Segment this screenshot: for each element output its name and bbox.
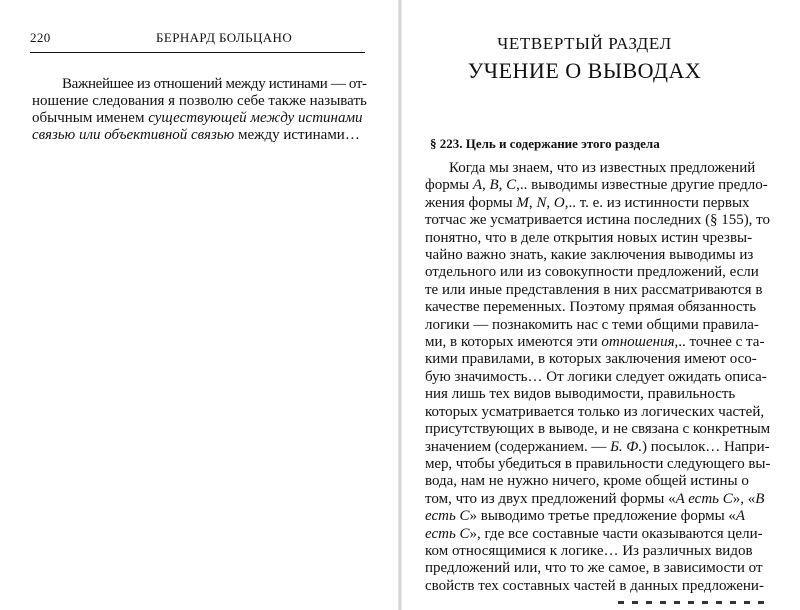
page-number: 220 xyxy=(30,30,51,45)
text-line: есть C» выводимо третье предложение формы «A xyxy=(425,508,746,525)
text-line: мер, чтобы убедиться в правильности следующего вы- xyxy=(425,455,771,472)
text-line: качестве переменных. Поэтому прямая обязанность xyxy=(425,299,757,316)
section-label: ЧЕТВЕРТЫЙ РАЗДЕЛ xyxy=(497,34,672,53)
text-line: кими правилами, в которых заключения имеют осо- xyxy=(425,351,757,368)
text-line: чайно важно знать, какие заключения выводимы из xyxy=(425,247,754,264)
text-line: логики — познакомить нас с теми общими правила- xyxy=(425,316,759,333)
left-page-text xyxy=(32,76,367,144)
right-page xyxy=(402,0,800,610)
text-line: присутствующих в выводе, и не связана с конкретным xyxy=(425,421,771,438)
italic-run: есть C xyxy=(425,508,470,525)
running-head xyxy=(30,30,365,53)
italic-run: связью xyxy=(32,127,76,143)
text-line: связью или объективной связью между истинами… xyxy=(32,127,360,143)
text-line: ношение следования я позволю себе также называть xyxy=(32,93,367,109)
italic-run: A есть C xyxy=(675,490,733,507)
text-line: бую значимость… От логики следует ожидать описа- xyxy=(425,368,767,385)
text-line: тотчас же усматривается истина последних (§ 155), то xyxy=(425,212,770,229)
text-line: жения формы M, N, O,.. т. е. из истинности первых xyxy=(425,194,750,211)
right-page-text xyxy=(425,160,770,595)
text-line: есть C», где все составные части оказываются цели- xyxy=(425,525,763,542)
text-line: которых усматривается только из логических частей, xyxy=(425,403,765,420)
text-line: понятно, что в деле открытия новых истин чрезвы- xyxy=(425,229,753,246)
running-head-author: БЕРНАРД БОЛЬЦАНО xyxy=(156,30,293,45)
italic-run: существующей между истинами xyxy=(148,110,363,126)
italic-run: O xyxy=(553,194,565,211)
text-line: ми, в которых имеются эти отношения,.. точнее с та- xyxy=(425,334,765,351)
text-line: обычным именем существующей между истинами xyxy=(32,110,363,126)
italic-run: отношения xyxy=(601,334,675,351)
italic-run: A xyxy=(735,508,746,525)
italic-run: есть C xyxy=(425,525,470,542)
italic-run: C xyxy=(506,177,517,194)
text-line: ния лишь тех видов выводимости, правильность xyxy=(425,386,736,403)
italic-run: B xyxy=(489,177,499,194)
italic-run: A xyxy=(472,177,482,194)
text-line: значением (содержанием. — Б. Ф.) посылок… Напри- xyxy=(425,438,770,455)
section-title: УЧЕНИЕ О ВЫВОДАХ xyxy=(467,58,702,83)
text-line: формы A, B, C,.. выводимы известные другие предло- xyxy=(425,177,768,194)
text-line: свойств тех составных частей в данных предложени- xyxy=(425,577,764,594)
italic-run: Б. Ф. xyxy=(610,438,643,455)
text-line: предложений или, что то же самое, в зависимости от xyxy=(425,560,763,577)
text-line: те или иные представления в них рассматриваются в xyxy=(425,281,763,298)
text-line: Важнейшее из отношений между истинами — от- xyxy=(62,76,367,92)
scan-mark xyxy=(618,601,768,604)
text-line: отдельного или из совокупности предложений, если xyxy=(425,264,759,281)
italic-run: B xyxy=(755,490,765,507)
text-line: Когда мы знаем, что из известных предложений xyxy=(449,160,756,176)
text-line: том, что из двух предложений формы «A есть C», «B xyxy=(425,490,765,507)
text-line: ком относящимися к логике… Из различных видов xyxy=(425,542,753,559)
paragraph-heading: § 223. Цель и содержание этого раздела xyxy=(430,136,660,151)
italic-run: N xyxy=(536,194,547,211)
text-line: вода, нам не нужно ничего, кроме общей истины о xyxy=(425,473,749,490)
italic-run: M xyxy=(516,194,529,211)
italic-run: или объективной связью xyxy=(78,127,235,143)
